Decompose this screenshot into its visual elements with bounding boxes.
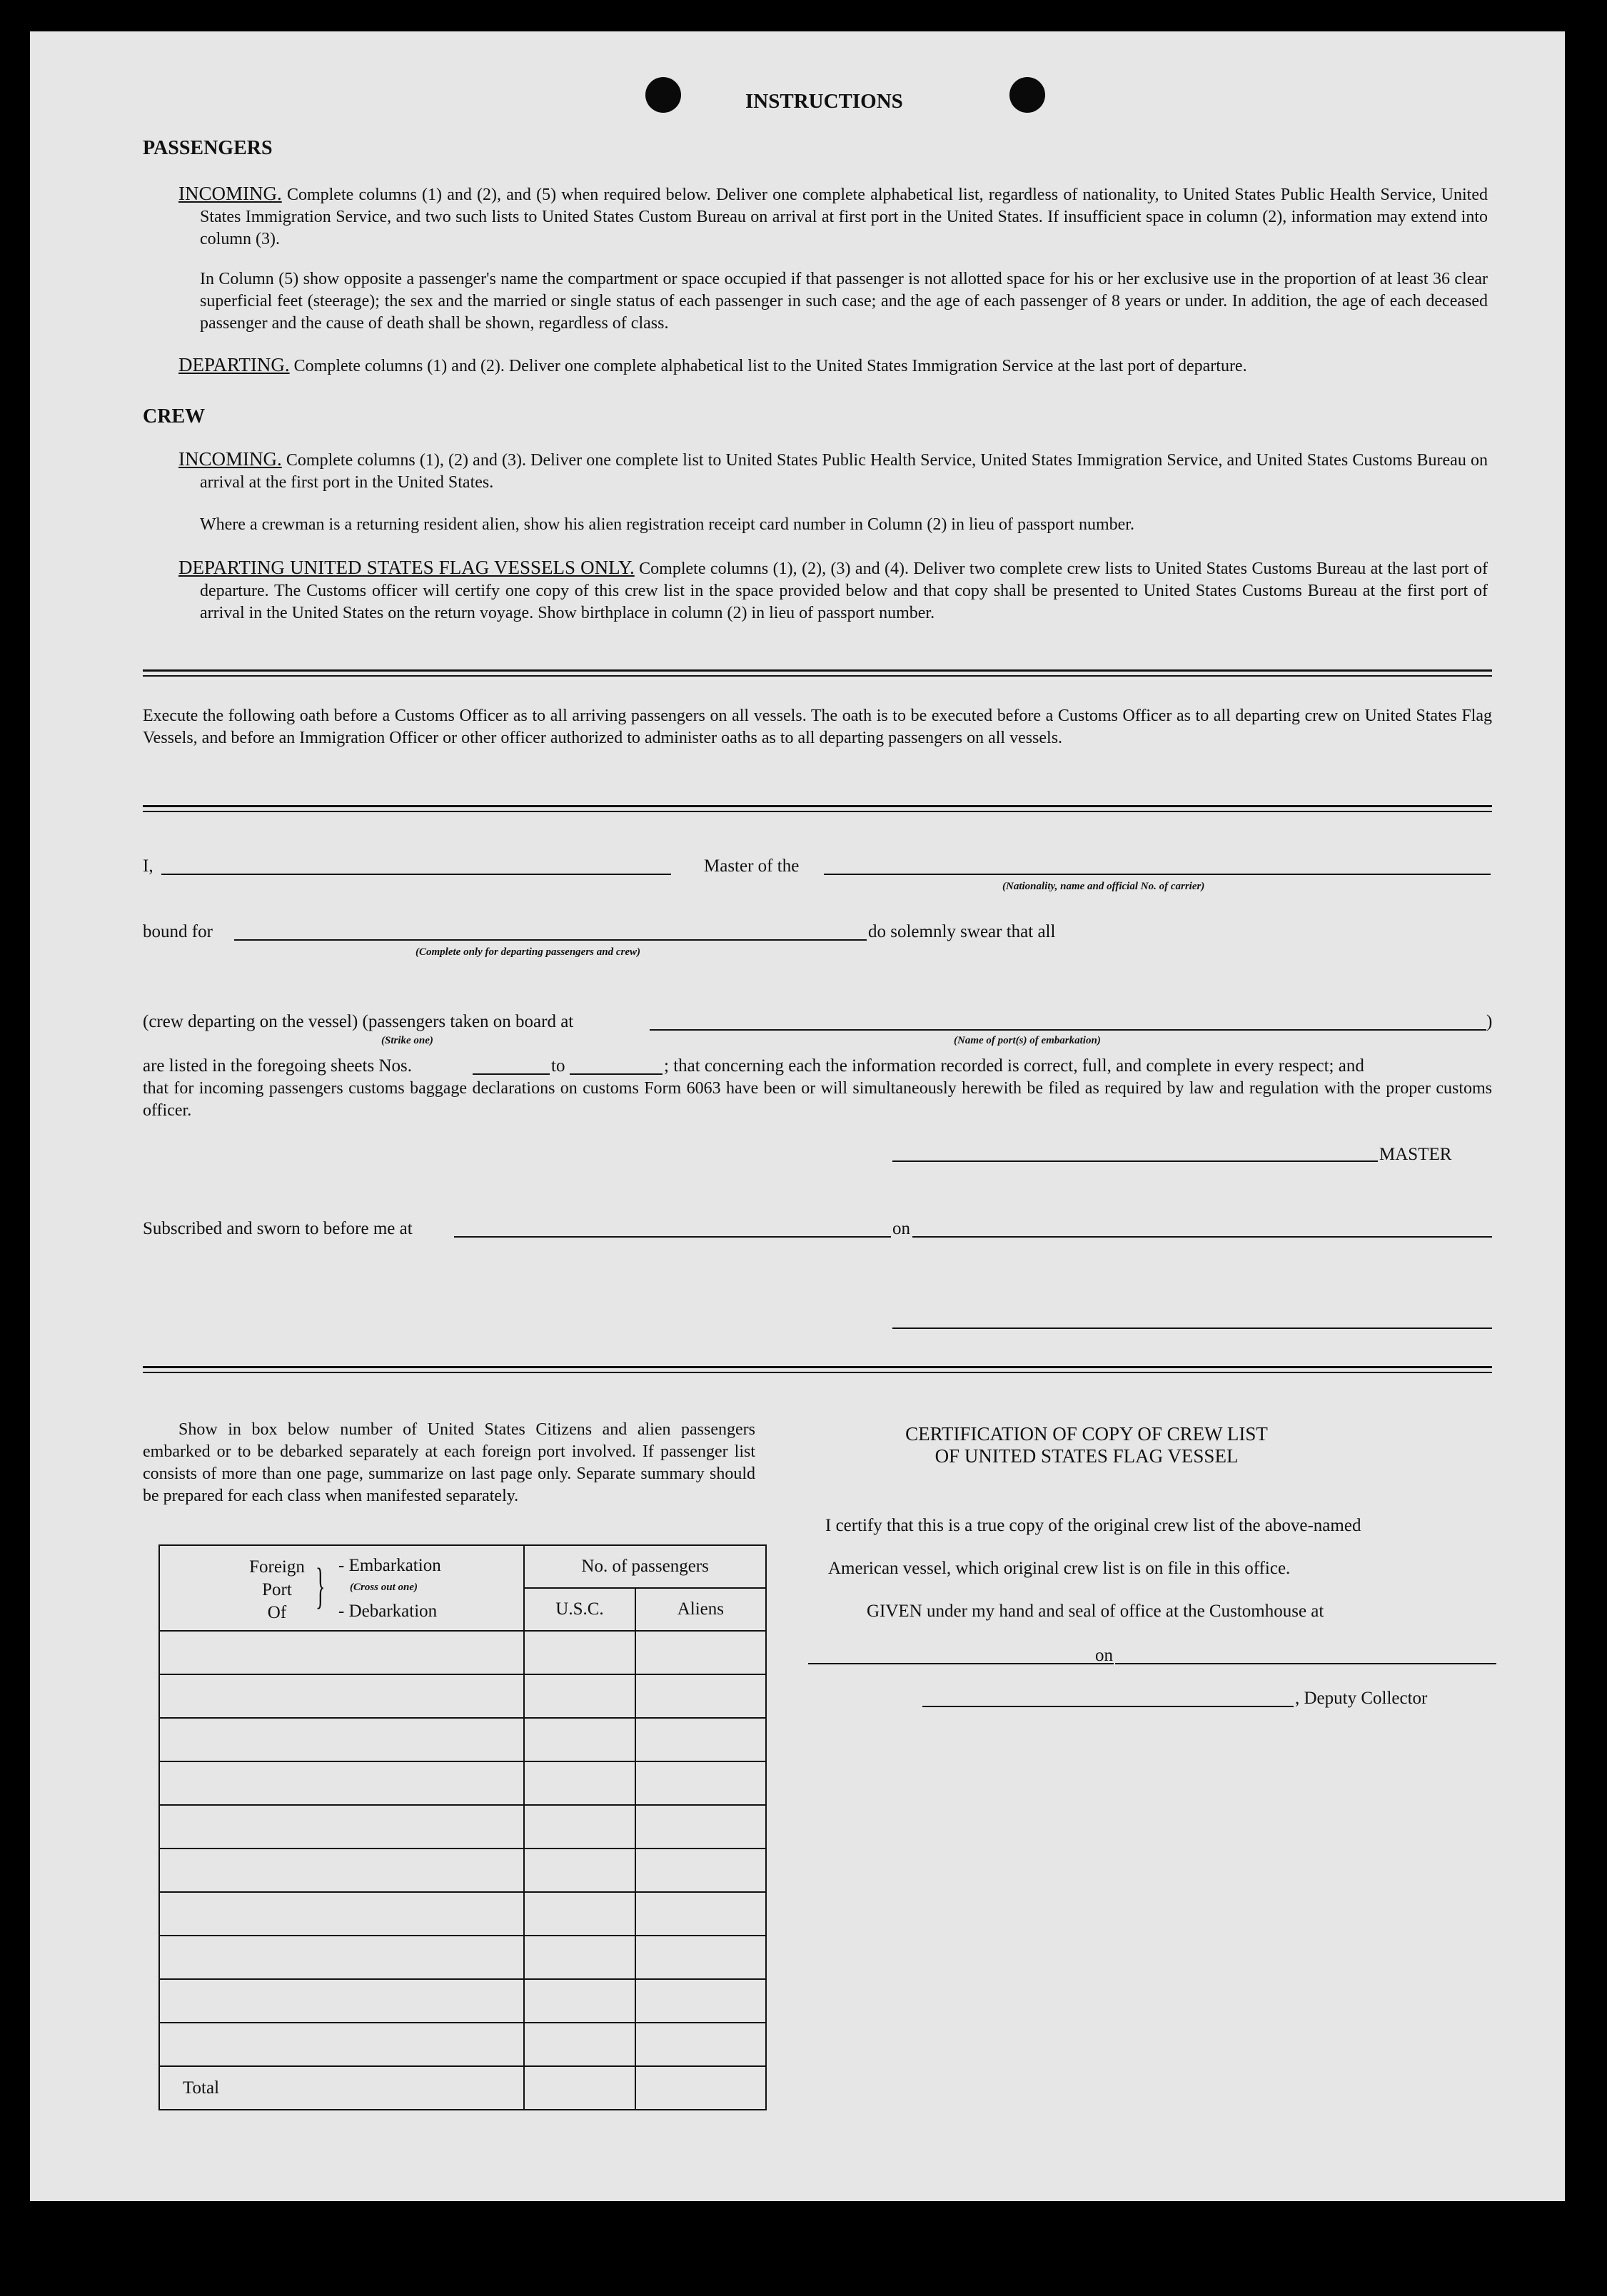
crew-departing-paragraph bbox=[178, 557, 1488, 624]
cross-note: (Cross out one) bbox=[350, 1582, 418, 1593]
form-page bbox=[30, 31, 1565, 2201]
crew-incoming-paragraph bbox=[178, 448, 1488, 494]
divider-1 bbox=[143, 669, 1492, 677]
crew-alien-paragraph: Where a crewman is a returning resident alien, show his alien registration receipt card number in Column (2) in lieu of passport number. bbox=[200, 515, 1134, 534]
subscribed-date-field[interactable] bbox=[912, 1236, 1492, 1238]
passenger-summary-table bbox=[158, 1544, 767, 2110]
master-label: MASTER bbox=[1379, 1145, 1452, 1164]
strike-note: (Strike one) bbox=[381, 1035, 433, 1046]
listed-suffix: ; that concerning each the information recorded is correct, full, and complete in every respect; and bbox=[664, 1056, 1364, 1076]
divider-2 bbox=[143, 805, 1492, 812]
bound-for-label: bound for bbox=[143, 922, 213, 941]
passengers-header: No. of passengers bbox=[524, 1545, 766, 1588]
certification-on-label: on bbox=[1095, 1646, 1113, 1665]
certification-date-field[interactable] bbox=[1115, 1663, 1496, 1664]
sheet-from-field[interactable] bbox=[473, 1073, 550, 1075]
table-row bbox=[159, 1936, 766, 1979]
crew-incoming-label: INCOMING. bbox=[178, 448, 282, 470]
brace-icon: } bbox=[316, 1559, 326, 1614]
listed-rest: that for incoming passengers customs baggage declarations on customs Form 6063 have been or will simultaneously herewith be filed as required by law and regulation with the proper customs officer. bbox=[143, 1079, 1492, 1120]
nationality-note: (Nationality, name and official No. of carrier) bbox=[1002, 881, 1205, 892]
close-paren: ) bbox=[1486, 1012, 1493, 1031]
passengers-departing-text: Complete columns (1) and (2). Deliver one complete alphabetical list to the United States Immigration Service at the last port of departure. bbox=[289, 357, 1247, 375]
ports-note: (Name of port(s) of embarkation) bbox=[954, 1035, 1101, 1046]
officer-signature-field[interactable] bbox=[892, 1327, 1492, 1329]
subscribed-place-field[interactable] bbox=[454, 1236, 891, 1238]
summary-instruction: Show in box below number of United States Citizens and alien passengers embarked or to be debarked separately at each foreign port involved. If passenger list consists of more than one page, summarize on last page only. Separate summary should be prepared for each class when manifested separately. bbox=[143, 1420, 755, 1505]
col-foreign-label: Foreign bbox=[249, 1557, 305, 1577]
certification-line2: American vessel, which original crew list is on file in this office. bbox=[828, 1559, 1291, 1578]
passengers-incoming-text: Complete columns (1) and (2), and (5) when required below. Deliver one complete alphabetical list, regardless of nationality, to United States Public Health Service, United States Immigration Service, and two such lists to United States Custom Bureau on arrival at first port in the United States. If insufficient space in column (2), information may extend into column (3). bbox=[200, 186, 1488, 248]
subscribed-on-label: on bbox=[892, 1219, 910, 1238]
passengers-departing-paragraph bbox=[178, 354, 1488, 378]
oath-instruction: Execute the following oath before a Customs Officer as to all arriving passengers on all vessels. The oath is to be executed before a Customs Officer as to all departing crew on United States Flag Vessels, and before an Immigration Officer or other officer authorized to administer oaths as to all departing passengers on all vessels. bbox=[143, 707, 1492, 747]
passengers-incoming-label: INCOMING. bbox=[178, 183, 282, 204]
instructions-title: INSTRUCTIONS bbox=[745, 90, 903, 113]
master-of-label: Master of the bbox=[704, 856, 800, 876]
master-signature-field[interactable] bbox=[892, 1160, 1378, 1162]
to-label: to bbox=[551, 1056, 565, 1076]
deputy-collector-label: , Deputy Collector bbox=[1295, 1689, 1428, 1708]
departing-note: (Complete only for departing passengers and crew) bbox=[415, 946, 640, 958]
carrier-field[interactable] bbox=[824, 874, 1491, 875]
table-row bbox=[159, 1849, 766, 1892]
ports-field[interactable] bbox=[650, 1029, 1486, 1031]
aliens-header: Aliens bbox=[635, 1588, 766, 1631]
listed-prefix: are listed in the foregoing sheets Nos. bbox=[143, 1056, 412, 1076]
table-row bbox=[159, 1761, 766, 1805]
debarkation-label: - Debarkation bbox=[338, 1602, 438, 1621]
col-port-label: Port bbox=[262, 1580, 292, 1599]
subscribed-label: Subscribed and sworn to before me at bbox=[143, 1219, 413, 1238]
usc-header: U.S.C. bbox=[524, 1588, 635, 1631]
table-row bbox=[159, 1979, 766, 2023]
oath-i-label: I, bbox=[143, 856, 153, 876]
punch-hole-right bbox=[1009, 77, 1045, 113]
certification-line1: I certify that this is a true copy of the original crew list of the above-named bbox=[825, 1516, 1361, 1535]
col-of-label: Of bbox=[267, 1603, 287, 1622]
master-name-field[interactable] bbox=[161, 874, 671, 875]
deputy-signature-field[interactable] bbox=[922, 1706, 1294, 1707]
embarkation-label: - Embarkation bbox=[338, 1556, 441, 1575]
bound-for-field[interactable] bbox=[234, 939, 867, 941]
crew-incoming-text: Complete columns (1), (2) and (3). Deliver one complete list to United States Public Health Service, United States Immigration Service, and United States Customs Bureau on arrival at the first port in the United States. bbox=[200, 451, 1488, 492]
column5-paragraph: In Column (5) show opposite a passenger's name the compartment or space occupied if that passenger is not allotted space for his or her exclusive use in the proportion of at least 36 clear superficial feet (steerage); the sex and the married or single status of each passenger in such case; and the age of each passenger of 8 years or under. In addition, the age of each deceased passenger and the cause of death shall be shown, regardless of class. bbox=[200, 270, 1488, 333]
table-row bbox=[159, 1674, 766, 1718]
table-row bbox=[159, 1892, 766, 1936]
table-row bbox=[159, 2023, 766, 2066]
customhouse-field[interactable] bbox=[808, 1663, 1114, 1664]
sheet-to-field[interactable] bbox=[570, 1073, 663, 1075]
passengers-incoming-paragraph bbox=[178, 183, 1488, 251]
table-row bbox=[159, 1718, 766, 1761]
certification-title-line1: CERTIFICATION OF COPY OF CREW LIST bbox=[905, 1423, 1268, 1445]
foreign-port-header bbox=[159, 1545, 524, 1631]
crew-passengers-label: (crew departing on the vessel) (passengers taken on board at bbox=[143, 1012, 574, 1031]
divider-3 bbox=[143, 1366, 1492, 1373]
swear-label: do solemnly swear that all bbox=[868, 922, 1056, 941]
table-row bbox=[159, 1805, 766, 1849]
punch-hole-left bbox=[645, 77, 681, 113]
passengers-departing-label: DEPARTING. bbox=[178, 354, 290, 375]
certification-title bbox=[872, 1423, 1301, 1467]
total-label: Total bbox=[159, 2066, 524, 2110]
total-row bbox=[159, 2066, 766, 2110]
crew-departing-label: DEPARTING UNITED STATES FLAG VESSELS ONLY. bbox=[178, 557, 635, 578]
crew-departing-text: Complete columns (1), (2), (3) and (4). Deliver two complete crew lists to United States Customs Bureau at the last port of departure. The Customs officer will certify one copy of this crew list in the space provided below and that copy shall be presented to United States Customs Bureau at the first port of arrival in the United States on the return voyage. Show birthplace in column (2) in lieu of passport number. bbox=[200, 560, 1488, 622]
certification-title-line2: OF UNITED STATES FLAG VESSEL bbox=[935, 1445, 1239, 1467]
passengers-heading: PASSENGERS bbox=[143, 137, 273, 159]
table-row bbox=[159, 1631, 766, 1674]
crew-heading: CREW bbox=[143, 405, 206, 428]
certification-line3: GIVEN under my hand and seal of office at the Customhouse at bbox=[867, 1602, 1324, 1621]
